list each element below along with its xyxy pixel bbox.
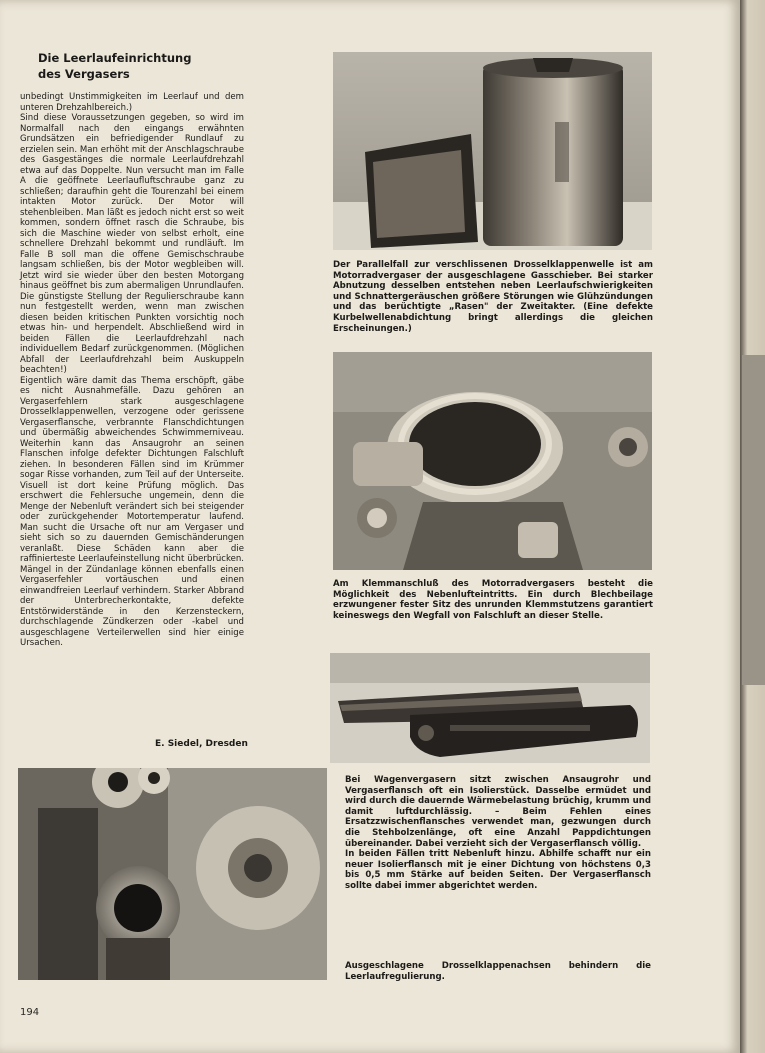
photo-clamp-connection-image <box>333 352 652 570</box>
photo-clamp-connection <box>333 352 652 570</box>
caption-insulating-flange-p2: In beiden Fällen tritt Nebenluft hinzu. Abhilfe schafft nur ein neuer Isolierflansch mit je einer Dichtung von höchstens 0,3 bis 0,5 mm Stärke auf beiden Seiten. Der Vergaserflansch sollte dabei immer abgerichtet werden. <box>345 849 651 891</box>
article-title-line-1: Die Leerlaufeinrichtung <box>38 51 192 65</box>
article-paragraph-1: unbedingt Unstimmigkeiten im Leerlauf und dem unteren Drehzahlbereich.) <box>20 92 244 113</box>
article-paragraph-2: Sind diese Voraussetzungen gegeben, so wird im Normalfall nach den eingangs erwähnten Grundsätzen ein befriedigender Rundlauf zu erzielen sein. Man erhöht mit der Anschlagschraube des Gasgestänges die normale Leerlaufdrehzahl etwa auf das Doppelte. Nun versucht man im Falle A die geöffnete Leerlaufluftschraube ganz zu schließen; daraufhin geht die Tourenzahl bei einem intakten Motor zurück. Der Motor will stehenbleiben. Man läßt es jedoch nicht erst so weit kommen, sondern öffnet rasch die Schraube, bis sich die Maschine wieder von selbst erholt, eine schnellere Drehzahl bekommt und rundläuft. Im Falle B soll man die offene Gemischschraube langsam schließen, bis der Motor wegbleiben will. Jetzt wird sie wieder über den besten Motorgang hinaus geöffnet bis zum abermaligen Unrundlaufen. Die günstigste Stellung der Regulierschraube kann nun festgestellt werden, wenn man zwischen diesen beiden kritischen Punkten vorsichtig noch etwas hin- und herpendelt. Abschließend wird in beiden Fällen die Leerlaufdrehzahl nach individuellem Bedarf zurückgenommen. (Möglichen Abfall der Leerlaufdrehzahl beim Auskuppeln beachten!) <box>20 113 244 375</box>
page-number: 194 <box>20 1007 40 1018</box>
caption-throttle-slide-text: Der Parallelfall zur verschlissenen Drosselklappenwelle ist am Motorradvergaser der ausgeschlagene Gasschieber. Bei starker Abnutzung desselben entstehen neben Leerlaufschwierigkeiten und Schnattergeräuschen größere Störungen wie Glühzündungen und das berüchtigte „Rasen" der Zweitakter. (Eine defekte Kurbelwellenabdichtung bringt allerdings die gleichen Erscheinungen.) <box>333 260 653 334</box>
photo-throttle-axes <box>18 768 327 980</box>
caption-throttle-slide <box>333 260 653 334</box>
photo-insulating-flange <box>330 653 650 763</box>
photo-throttle-axes-image <box>18 768 327 980</box>
caption-clamp-connection <box>333 579 653 621</box>
caption-insulating-flange <box>345 775 651 892</box>
article-title <box>38 50 191 82</box>
article-body <box>20 92 244 649</box>
next-page-photo-edge <box>742 355 765 685</box>
caption-throttle-axes <box>345 961 651 982</box>
photo-insulating-flange-image <box>330 653 650 763</box>
caption-insulating-flange-p1: Bei Wagenvergasern sitzt zwischen Ansaugrohr und Vergaserflansch oft ein Isolierstück. Dasselbe ermüdet und wird durch die dauernde Wärmebelastung brüchig, krumm und damit luftdurchlässig. – Beim Fehlen eines Ersatzzwischenflansches verwendet man, gezwungen durch die Stehbolzenlänge, oft eine Anzahl Pappdichtungen übereinander. Dabei verzieht sich der Vergaserflansch völlig. <box>345 775 651 849</box>
caption-throttle-axes-text: Ausgeschlagene Drosselklappenachsen behindern die Leerlaufregulierung. <box>345 961 651 982</box>
article-title-line-2: des Vergasers <box>38 67 130 81</box>
article-paragraph-3: Eigentlich wäre damit das Thema erschöpft, gäbe es nicht Ausnahmefälle. Dazu gehören an Vergaserfehlern stark ausgeschlagene Drosselklappenwellen, verzogene oder gerissene Vergaserflansche, verbrannte Flanschdichtungen und übermäßig abweichendes Schwimmerniveau. Weiterhin kann das Ansaugrohr an seinen Flanschen infolge defekter Dichtungen Falschluft ziehen. In besonderen Fällen sind im Krümmer sogar Risse vorhanden, zum Teil auf der Unterseite. Visuell ist dort keine Prüfung möglich. Das erschwert die Fehlersuche ungemein, denn die Menge der Nebenluft verändert sich bei steigender oder zurückgehender Motortemperatur laufend. Man sucht die Ursache oft nur am Vergaser und sieht sich so zu dauernden Gemischänderungen veranlaßt. Diese Schäden kann aber die raffinierteste Leerlaufeinstellung nicht überbrücken. Mängel in der Zündanlage können ebenfalls einen Vergaserfehler vortäuschen und einen einwandfreien Leerlauf verhindern. Starker Abbrand der Unterbrecherkontakte, defekte Entstörwiderstände in den Kerzensteckern, durchschlagende Zündkerzen oder -kabel und ausgeschlagene Verteilerwellen sind hier einige Ursachen. <box>20 375 244 648</box>
author-signature: E. Siedel, Dresden <box>155 739 248 749</box>
photo-throttle-slide-image <box>333 52 652 250</box>
caption-clamp-connection-text: Am Klemmanschluß des Motorradvergasers besteht die Möglichkeit des Nebenlufteintritts. Ein durch Blechbeilage erzwungener fester Sitz des unrunden Klemmstutzens garantiert keineswegs den Wegfall von Falschluft an dieser Stelle. <box>333 579 653 621</box>
photo-throttle-slide <box>333 52 652 250</box>
